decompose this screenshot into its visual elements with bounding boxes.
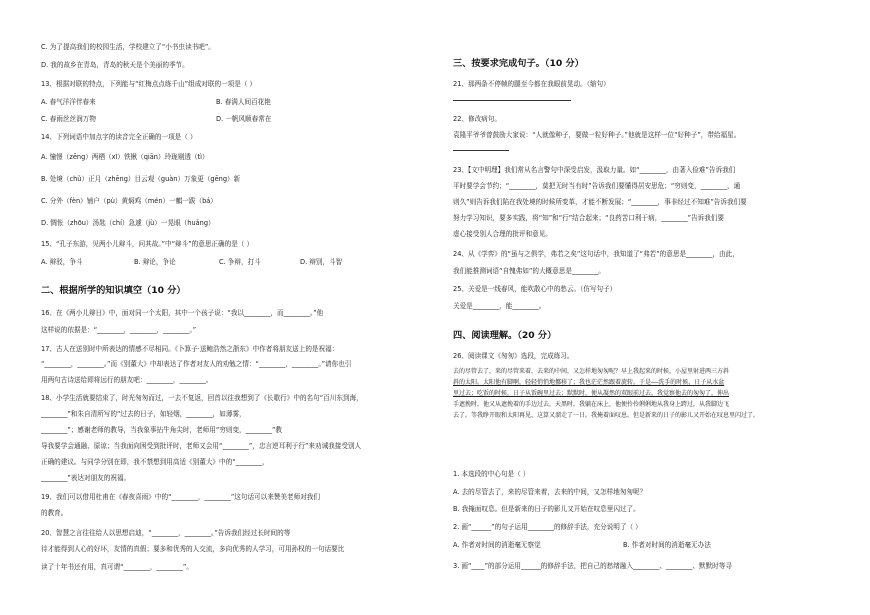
q17-line-2: “________，________。”而《别董大》中却表达了作者对友人的劝勉之情：“________，________。”请你也引 [41,360,352,368]
q17-line-3: 用两句古诗送给即将远行的朋友吧：________，________。 [41,376,213,384]
q18-line-3: ________”；感谢老师的教导，当我象事拈牛角尖时，老师用“穷则变，________”教 [41,426,283,434]
q24-line-1: 24、从《学弈》的“虽与之俱学，弗若之矣”这句话中，我知道了“弗若”的意思是________，由此， [453,250,739,258]
q16-line-1: 16、在《两小儿辩日》中，面对同一个太阳，其中一个孩子说：“我以________，而________。”他 [41,309,324,317]
q18-line-5: 正确的建议。与同学分别在即，我不禁想到用高适《别董大》中的“________， [41,458,269,466]
q22-stem: 22、修改病句。 [453,115,501,123]
q23-line-1: 23、【文中明理】我们常从名言警句中深受启发，汲取力量。如“________，由著入俭难”告诉我们 [453,166,736,174]
q15-option-d: D. 辩别，斗智 [300,258,343,266]
q14-option-a: A. 憧憬（zēng）两栖（xī）铁锹（qiān）玲珑剔透（tì） [41,153,209,161]
passage-line: 斜的太阳。太阳他有脚啊，轻轻悄悄地挪移了；我也茫茫然跟着旋转。于是——洗手的时候，日子从水盆 [453,379,725,386]
q14-stem: 14、下列词语中加点字的读音完全正确的一项是（ ） [41,133,197,141]
section-4-title: 四、阅读理解。（20 分） [453,330,557,341]
passage-line: 手遮挽时，他又从遮挽着的手边过去，天黑时，我躺在床上，他便伶伶俐俐地从我身上跨过，从我脚边飞 [453,401,730,408]
q13-option-b: B. 春满人间百花艳 [216,98,271,106]
q19-line-2: 的教育。 [41,509,68,517]
q14-option-c: C. 分外（fèn）铺户（pù）黄焖鸡（mén）一麒一跋（bá） [41,197,217,205]
q18-line-1: 18、小学生活就要结束了，时光匆匆而过，一去不复返，回首以往我想到了《长歌行》中的名句“百川东到海， [41,394,363,402]
q20-line-3: 读了十年书还有用，真可谓“________，________”。 [41,563,193,571]
q26-1-option-b: B. 我掩面叹息。但是新来的日子的影儿又开始在叹息里闪过了。 [453,505,640,513]
q26-2-option-a: A. 作者对时间的消逝毫无察觉 [453,541,541,549]
section-2-title: 二、根据所学的知识填空（10 分） [41,285,186,296]
q22-sentence: 袁隆平爷爷曾鼓励大家说：“人就像种子，要做一粒好种子。”他就是这样一位“好种子”，带给福星。 [453,131,741,139]
q26-1-option-a: A. 去的尽管去了，来的尽管来着，去来的中间，又怎样地匆匆呢？ [453,488,647,496]
q26-1-stem: 1. 本选段的中心句是（ ） [453,470,530,478]
q22-answer-line[interactable] [453,146,509,151]
q25-stem: 25、关爱是一线春风，能吹散心中的愁云。（仿写句子） [453,285,617,293]
q13-option-d: D. 一帆风顺春常在 [216,115,272,123]
q21-stem: 21、那两条不停帧的腿至今都在我眼前晃动。（缩句） [453,80,610,88]
q26-2-option-b: B. 作者对时间的消逝毫无办法 [623,541,711,549]
q26-2-stem: 2. 画“______”的句子运用________的修辞手法，充分说明了（ ） [453,523,642,531]
q19-line-1: 19、我们可以借用杜甫在《春夜喜雨》中的“________，________”这句话可以来赞美老师对我们 [41,493,320,501]
q15-option-c: C. 争辩，打斗 [219,258,261,266]
q18-line-6: ________”表达对朋友的祝福。 [41,474,131,482]
q16-line-2: 这样说的依据是：“________，________，________。” [41,326,197,334]
passage-line: 去了。等我睁开眼和太阳再见，这算又溜走了一日。我掩着面叹息。但是新来的日子的影儿又开始在叹息里闪过了。 [453,412,760,419]
q17-line-1: 17、古人在送别时中所表达的情感不尽相同。《卜算子·送鲍浩然之浙东》中作者将朋友送上的是祝福： [41,345,339,353]
q23-line-4: 努力学习知识，要多实践，将“知”和“行”结合起来；“良药苦口利于病，________”告诉我们要 [453,214,725,222]
q26-3-stem: 3. 画“____”的部分运用______的修辞手法，把自己的愁绪融入________、________、默默时等寻 [453,562,732,570]
q12-option-d: D. 我的故乡在青岛，青岛的秋天是个美丽的季节。 [41,61,189,69]
q25-answer: 关爱是________，能________。 [453,302,546,310]
q13-option-a: A. 春气洋洋伴春来 [41,98,96,106]
q18-line-4: 导我要学会通融、原谅；当我面向困受到批评时，老师又会用“________”，忠言逆耳利于行”来劝诫我接受别人 [41,442,362,450]
q20-line-2: 待才能得到人心的好坏，友情的真假；要多和优秀的人交流，多向优秀的人学习，可用孙权的一句话要比 [41,545,345,553]
q14-option-d: D. 惆怅（zhōu）汤匙（chí）急遽（jù）一晃眼（huǎng） [41,219,215,227]
q15-stem: 15、“孔子东游，见两小儿辩斗，问其故。”中“辩斗”的意思正确的是（ ） [41,240,254,248]
q24-line-2: 我们能推测词语“自愧弗如”的大概意思是________。 [453,267,605,275]
q20-line-1: 20、智慧之言往往给人以思想启迪，“________，________。”告诉我们经过长时间的等 [41,529,291,537]
reading-passage [453,366,839,421]
q23-line-3: 则久”则告诉我们陷在我处境的时候所变革，才能不断发展；“________，事非经过不知难”告诉我们要 [453,198,747,206]
q13-option-c: C. 春雨丝丝润万物 [41,115,96,123]
q23-line-5: 虚心接受别人合理的批评和意见。 [453,230,552,238]
q13-stem: 13、根据对联的特点，下列能与“红梅点点练千山”组成对联的一项是（ ） [41,80,257,88]
q14-option-b: B. 处境（chǔ）正月（zhēng）目云观（guàn）万象更（gēng）新 [41,175,241,183]
q12-option-c: C. 为了提高我们的校园生活，学校建立了“小书虫读书吧”。 [41,43,215,51]
q15-option-a: A. 辩驳，争斗 [41,258,83,266]
q18-line-2: ________”和朱自清所写的“过去的日子，如轻烟，________，如薄雾， [41,410,246,418]
q26-stem: 26、阅读课文《匆匆》选段，完成练习。 [453,352,574,360]
q21-answer-line[interactable] [453,96,571,101]
q15-option-b: B. 辩论，争论 [134,258,176,266]
passage-line: 里过去；吃饭的时候，日子从饭碗里过去；默默时，便从凝然的双眼前过去。我觉察他去的匆匆了，伸出 [453,390,730,397]
section-3-title: 三、按要求完成句子。（10 分） [453,58,584,69]
q23-line-2: 平时要学会节约；“________，莫把无时当有时”告诉我们要懂得居安思危；“穷则变，________，通 [453,182,741,190]
passage-line: 去的尽管去了，来的尽管来着，去来的中间，又怎样地匆匆呢？早上我起来的时候，小屋里射进两三方斜 [453,368,730,375]
